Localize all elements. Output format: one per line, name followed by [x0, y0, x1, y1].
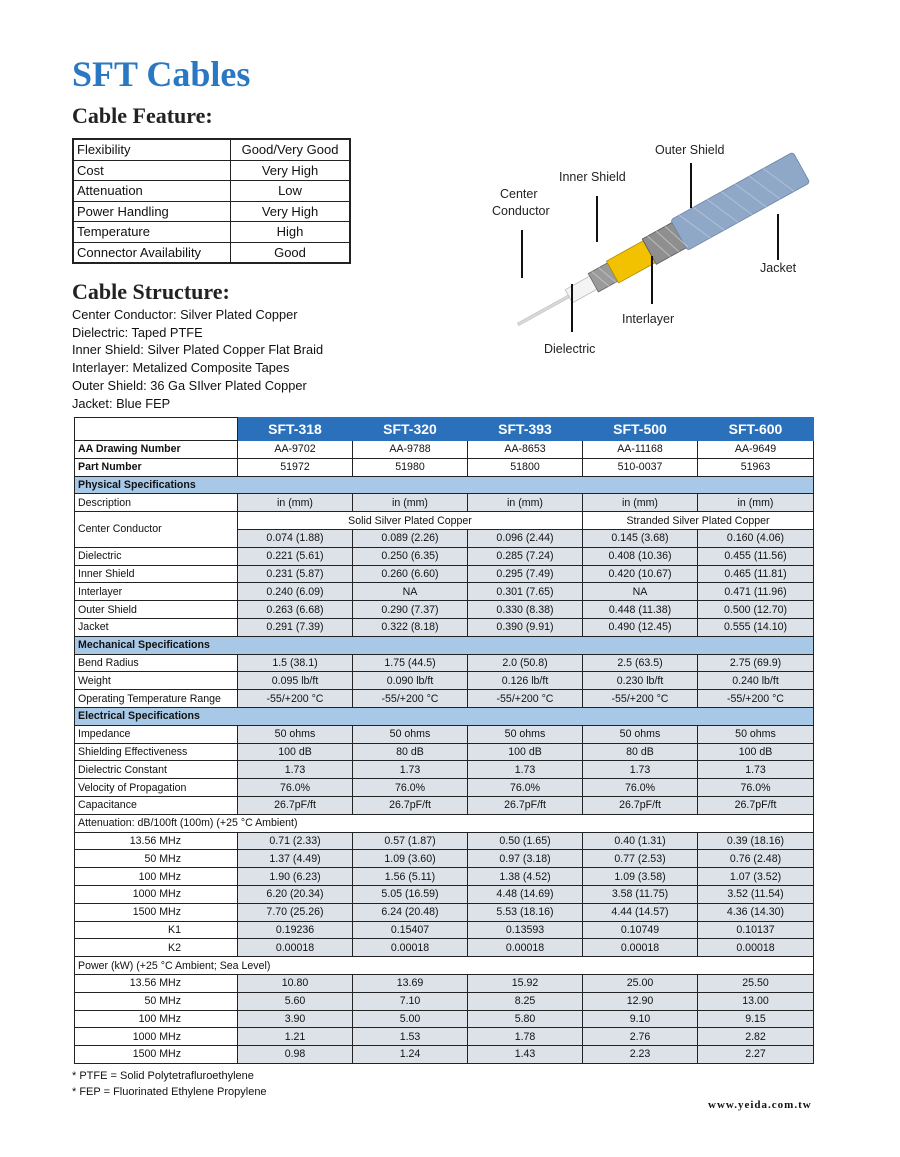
structure-item: Inner Shield: Silver Plated Copper Flat Braid [72, 342, 324, 358]
cable-structure-heading: Cable Structure: [72, 279, 230, 304]
cell-value: 0.221 (5.61) [238, 547, 353, 565]
cell-value: 0.13593 [468, 921, 583, 939]
row-label: 100 MHz [75, 868, 238, 886]
cell-value: 0.71 (2.33) [238, 832, 353, 850]
cell-value: 10.80 [238, 974, 353, 992]
cell-value: 4.44 (14.57) [583, 903, 698, 921]
table-row [75, 441, 814, 459]
cell-value: 0.455 (11.56) [698, 547, 814, 565]
cell-value: 2.23 [583, 1046, 698, 1064]
cell-value: 0.160 (4.06) [698, 529, 814, 547]
note-label: Attenuation: dB/100ft (100m) (+25 °C Ambient) [75, 814, 814, 832]
cell-value: NA [583, 583, 698, 601]
cell-value: 2.82 [698, 1028, 814, 1046]
cell-value: 0.090 lb/ft [353, 672, 468, 690]
cell-value: 1.38 (4.52) [468, 868, 583, 886]
table-row [75, 583, 814, 601]
model-header: SFT-600 [698, 418, 814, 441]
row-label: AA Drawing Number [75, 441, 238, 459]
cell-value: 0.290 (7.37) [353, 601, 468, 619]
cell-value: 7.10 [353, 992, 468, 1010]
jacket-label: Jacket [760, 261, 797, 275]
table-row [75, 601, 814, 619]
cell-value: 1.43 [468, 1046, 583, 1064]
cell-value: 7.70 (25.26) [238, 903, 353, 921]
cell-value: 80 dB [353, 743, 468, 761]
table-row [75, 458, 814, 476]
center-conductor-label-1: Center [500, 187, 538, 201]
section-header-row [75, 476, 814, 494]
cell-value: 1.37 (4.49) [238, 850, 353, 868]
cell-value: 51972 [238, 458, 353, 476]
row-label: Velocity of Propagation [75, 779, 238, 797]
cell-value: in (mm) [353, 494, 468, 512]
model-header: SFT-500 [583, 418, 698, 441]
row-label: Dielectric Constant [75, 761, 238, 779]
cell-value: 1.73 [238, 761, 353, 779]
cell-value: AA-9702 [238, 441, 353, 459]
feature-row [73, 201, 350, 222]
dielectric-label: Dielectric [544, 342, 596, 356]
cell-value: 0.00018 [698, 939, 814, 957]
cell-value: 6.24 (20.48) [353, 903, 468, 921]
structure-list [72, 306, 323, 412]
row-label: Impedance [75, 725, 238, 743]
table-row [75, 885, 814, 903]
table-row [75, 743, 814, 761]
cell-value: NA [353, 583, 468, 601]
cell-value: 510-0037 [583, 458, 698, 476]
page-title: SFT Cables [72, 54, 251, 94]
cell-value: 5.53 (18.16) [468, 903, 583, 921]
table-row [75, 690, 814, 708]
cell-value: 26.7pF/ft [238, 796, 353, 814]
cell-value: 4.36 (14.30) [698, 903, 814, 921]
cell-value: 100 dB [468, 743, 583, 761]
cell-value: 1.73 [468, 761, 583, 779]
cell-value: 3.58 (11.75) [583, 885, 698, 903]
row-label: K1 [75, 921, 238, 939]
row-label: K2 [75, 939, 238, 957]
structure-item: Dielectric: Taped PTFE [72, 324, 203, 340]
spec-table [74, 417, 814, 1064]
table-row [75, 796, 814, 814]
table-row [75, 1010, 814, 1028]
footnote: * PTFE = Solid Polytetrafluroethylene [72, 1070, 254, 1082]
cell-value: AA-9788 [353, 441, 468, 459]
cell-value: 5.80 [468, 1010, 583, 1028]
row-label: 13.56 MHz [75, 974, 238, 992]
cell-value: 0.10749 [583, 921, 698, 939]
table-row [75, 939, 814, 957]
cell-value: 76.0% [353, 779, 468, 797]
cell-value: 0.77 (2.53) [583, 850, 698, 868]
cell-value: 4.48 (14.69) [468, 885, 583, 903]
cell-value: 1.73 [583, 761, 698, 779]
row-label: Inner Shield [75, 565, 238, 583]
cell-value: 26.7pF/ft [353, 796, 468, 814]
cell-value: 5.00 [353, 1010, 468, 1028]
structure-item: Outer Shield: 36 Ga SIlver Plated Copper [72, 377, 307, 393]
cell-value: 0.145 (3.68) [583, 529, 698, 547]
row-label: 100 MHz [75, 1010, 238, 1028]
row-label: 1500 MHz [75, 1046, 238, 1064]
cell-value: 13.00 [698, 992, 814, 1010]
table-row [75, 921, 814, 939]
cell-value: in (mm) [468, 494, 583, 512]
cell-value: 0.126 lb/ft [468, 672, 583, 690]
center-conductor-label-2: Conductor [492, 204, 550, 218]
header-blank-cell [75, 418, 238, 441]
cell-value: 26.7pF/ft [468, 796, 583, 814]
cell-value: -55/+200 °C [583, 690, 698, 708]
cell-value: 2.76 [583, 1028, 698, 1046]
cell-value: 0.095 lb/ft [238, 672, 353, 690]
cell-value: 0.00018 [353, 939, 468, 957]
cell-value: 100 dB [698, 743, 814, 761]
feature-value: Very High [231, 201, 351, 222]
cell-value: 1.53 [353, 1028, 468, 1046]
cell-value: 0.285 (7.24) [468, 547, 583, 565]
cell-value: in (mm) [698, 494, 814, 512]
model-header: SFT-393 [468, 418, 583, 441]
cell-value: 100 dB [238, 743, 353, 761]
row-label: Description [75, 494, 238, 512]
cell-value: 51800 [468, 458, 583, 476]
section-header-row [75, 707, 814, 725]
cell-value: 1.78 [468, 1028, 583, 1046]
row-label: 50 MHz [75, 850, 238, 868]
cell-value: 2.0 (50.8) [468, 654, 583, 672]
cell-value: 13.69 [353, 974, 468, 992]
section-title: Mechanical Specifications [75, 636, 814, 654]
cell-value: 5.60 [238, 992, 353, 1010]
interlayer-label: Interlayer [622, 312, 675, 326]
row-label: Bend Radius [75, 654, 238, 672]
table-row [75, 618, 814, 636]
cell-value: 0.295 (7.49) [468, 565, 583, 583]
cell-value: 0.250 (6.35) [353, 547, 468, 565]
model-header: SFT-318 [238, 418, 353, 441]
row-label: 1500 MHz [75, 903, 238, 921]
row-label: Interlayer [75, 583, 238, 601]
cell-value: 80 dB [583, 743, 698, 761]
row-label: Operating Temperature Range [75, 690, 238, 708]
feature-row [73, 181, 350, 202]
cell-value: 8.25 [468, 992, 583, 1010]
cell-value: 1.90 (6.23) [238, 868, 353, 886]
footnote: * FEP = Fluorinated Ethylene Propylene [72, 1086, 267, 1098]
cell-value: 0.330 (8.38) [468, 601, 583, 619]
cell-value: 0.074 (1.88) [238, 529, 353, 547]
cable-feature-heading: Cable Feature: [72, 103, 213, 128]
cell-value: 51963 [698, 458, 814, 476]
feature-row [73, 139, 350, 160]
cell-value: -55/+200 °C [238, 690, 353, 708]
section-header-row [75, 636, 814, 654]
table-row [75, 512, 814, 530]
cell-value: 0.408 (10.36) [583, 547, 698, 565]
cell-value: 0.260 (6.60) [353, 565, 468, 583]
cell-value: 0.00018 [238, 939, 353, 957]
structure-item: Center Conductor: Silver Plated Copper [72, 307, 298, 322]
table-row [75, 654, 814, 672]
cell-value: 1.73 [353, 761, 468, 779]
table-row [75, 779, 814, 797]
cell-value: 12.90 [583, 992, 698, 1010]
row-label: Jacket [75, 618, 238, 636]
cell-value: 25.50 [698, 974, 814, 992]
row-label: Shielding Effectiveness [75, 743, 238, 761]
cell-value: 5.05 (16.59) [353, 885, 468, 903]
cell-value: 3.90 [238, 1010, 353, 1028]
website-url: www.yeida.com.tw [708, 1099, 812, 1111]
cell-value: -55/+200 °C [468, 690, 583, 708]
feature-name: Connector Availability [73, 242, 231, 263]
cell-value: 9.15 [698, 1010, 814, 1028]
row-label: 1000 MHz [75, 885, 238, 903]
section-title: Physical Specifications [75, 476, 814, 494]
feature-name: Power Handling [73, 201, 231, 222]
conductor-type-stranded: Stranded Silver Plated Copper [583, 512, 814, 530]
table-row [75, 1046, 814, 1064]
table-row [75, 672, 814, 690]
cell-value: 1.56 (5.11) [353, 868, 468, 886]
cell-value: 1.07 (3.52) [698, 868, 814, 886]
row-label: Dielectric [75, 547, 238, 565]
cell-value: 0.97 (3.18) [468, 850, 583, 868]
cell-value: 0.096 (2.44) [468, 529, 583, 547]
cell-value: in (mm) [238, 494, 353, 512]
cell-value: 0.57 (1.87) [353, 832, 468, 850]
row-label: Weight [75, 672, 238, 690]
cell-value: AA-8653 [468, 441, 583, 459]
feature-row [73, 222, 350, 243]
note-row [75, 957, 814, 975]
cell-value: 0.230 lb/ft [583, 672, 698, 690]
cell-value: 0.448 (11.38) [583, 601, 698, 619]
feature-name: Attenuation [73, 181, 231, 202]
cell-value: 0.10137 [698, 921, 814, 939]
cell-value: 9.10 [583, 1010, 698, 1028]
cell-value: -55/+200 °C [698, 690, 814, 708]
row-label: Center Conductor [75, 512, 238, 548]
cell-value: 50 ohms [353, 725, 468, 743]
feature-name: Temperature [73, 222, 231, 243]
cell-value: 0.500 (12.70) [698, 601, 814, 619]
feature-name: Cost [73, 160, 231, 181]
feature-table [72, 138, 351, 264]
cell-value: 1.09 (3.60) [353, 850, 468, 868]
inner-shield-label: Inner Shield [559, 170, 626, 184]
feature-value: Good [231, 242, 351, 263]
cell-value: 76.0% [468, 779, 583, 797]
cell-value: 0.231 (5.87) [238, 565, 353, 583]
cell-value: in (mm) [583, 494, 698, 512]
cell-value: 15.92 [468, 974, 583, 992]
cell-value: 0.089 (2.26) [353, 529, 468, 547]
cell-value: 0.76 (2.48) [698, 850, 814, 868]
cell-value: 2.75 (69.9) [698, 654, 814, 672]
cell-value: 26.7pF/ft [583, 796, 698, 814]
table-row [75, 761, 814, 779]
outer-shield-label: Outer Shield [655, 143, 725, 157]
row-label: Capacitance [75, 796, 238, 814]
cell-value: 0.00018 [583, 939, 698, 957]
cell-value: 2.5 (63.5) [583, 654, 698, 672]
cell-value: 0.390 (9.91) [468, 618, 583, 636]
cell-value: 1.73 [698, 761, 814, 779]
row-label: 50 MHz [75, 992, 238, 1010]
cell-value: 0.15407 [353, 921, 468, 939]
table-row [75, 868, 814, 886]
cell-value: 1.5 (38.1) [238, 654, 353, 672]
cell-value: 50 ohms [238, 725, 353, 743]
cell-value: 1.24 [353, 1046, 468, 1064]
feature-value: Good/Very Good [231, 139, 351, 160]
cell-value: 0.291 (7.39) [238, 618, 353, 636]
cell-value: -55/+200 °C [353, 690, 468, 708]
table-row [75, 547, 814, 565]
footnotes [72, 1068, 267, 1100]
table-row [75, 832, 814, 850]
cell-value: 0.40 (1.31) [583, 832, 698, 850]
cell-value: 50 ohms [583, 725, 698, 743]
cell-value: 1.21 [238, 1028, 353, 1046]
cell-value: 0.420 (10.67) [583, 565, 698, 583]
cell-value: 76.0% [583, 779, 698, 797]
model-header-row [75, 418, 814, 441]
structure-item: Interlayer: Metalized Composite Tapes [72, 360, 290, 376]
feature-row [73, 242, 350, 263]
feature-row [73, 160, 350, 181]
table-row [75, 725, 814, 743]
feature-name: Flexibility [73, 139, 231, 160]
row-label: 13.56 MHz [75, 832, 238, 850]
model-header: SFT-320 [353, 418, 468, 441]
conductor-type-solid: Solid Silver Plated Copper [238, 512, 583, 530]
row-label: Outer Shield [75, 601, 238, 619]
cell-value: 0.50 (1.65) [468, 832, 583, 850]
cell-value: AA-9649 [698, 441, 814, 459]
cell-value: 0.301 (7.65) [468, 583, 583, 601]
cable-illustration [480, 138, 810, 368]
section-title: Electrical Specifications [75, 707, 814, 725]
cell-value: AA-11168 [583, 441, 698, 459]
table-row [75, 494, 814, 512]
table-row [75, 992, 814, 1010]
cell-value: 50 ohms [468, 725, 583, 743]
feature-value: Very High [231, 160, 351, 181]
table-row [75, 850, 814, 868]
cell-value: 3.52 (11.54) [698, 885, 814, 903]
structure-item: Jacket: Blue FEP [72, 395, 171, 411]
cell-value: 0.465 (11.81) [698, 565, 814, 583]
cell-value: 76.0% [238, 779, 353, 797]
cell-value: 0.322 (8.18) [353, 618, 468, 636]
cell-value: 0.555 (14.10) [698, 618, 814, 636]
cell-value: 0.19236 [238, 921, 353, 939]
note-label: Power (kW) (+25 °C Ambient; Sea Level) [75, 957, 814, 975]
cell-value: 0.490 (12.45) [583, 618, 698, 636]
cell-value: 50 ohms [698, 725, 814, 743]
cell-value: 25.00 [583, 974, 698, 992]
cell-value: 2.27 [698, 1046, 814, 1064]
feature-value: Low [231, 181, 351, 202]
cell-value: 6.20 (20.34) [238, 885, 353, 903]
table-row [75, 903, 814, 921]
cell-value: 0.471 (11.96) [698, 583, 814, 601]
cell-value: 0.98 [238, 1046, 353, 1064]
cell-value: 0.39 (18.16) [698, 832, 814, 850]
note-row [75, 814, 814, 832]
table-row [75, 1028, 814, 1046]
cell-value: 26.7pF/ft [698, 796, 814, 814]
feature-value: High [231, 222, 351, 243]
table-row [75, 974, 814, 992]
cell-value: 0.263 (6.68) [238, 601, 353, 619]
cell-value: 1.09 (3.58) [583, 868, 698, 886]
cell-value: 0.240 (6.09) [238, 583, 353, 601]
table-row [75, 565, 814, 583]
cell-value: 1.75 (44.5) [353, 654, 468, 672]
cell-value: 51980 [353, 458, 468, 476]
cell-value: 0.00018 [468, 939, 583, 957]
row-label: 1000 MHz [75, 1028, 238, 1046]
row-label: Part Number [75, 458, 238, 476]
cable-diagram [480, 138, 810, 368]
cell-value: 76.0% [698, 779, 814, 797]
cell-value: 0.240 lb/ft [698, 672, 814, 690]
